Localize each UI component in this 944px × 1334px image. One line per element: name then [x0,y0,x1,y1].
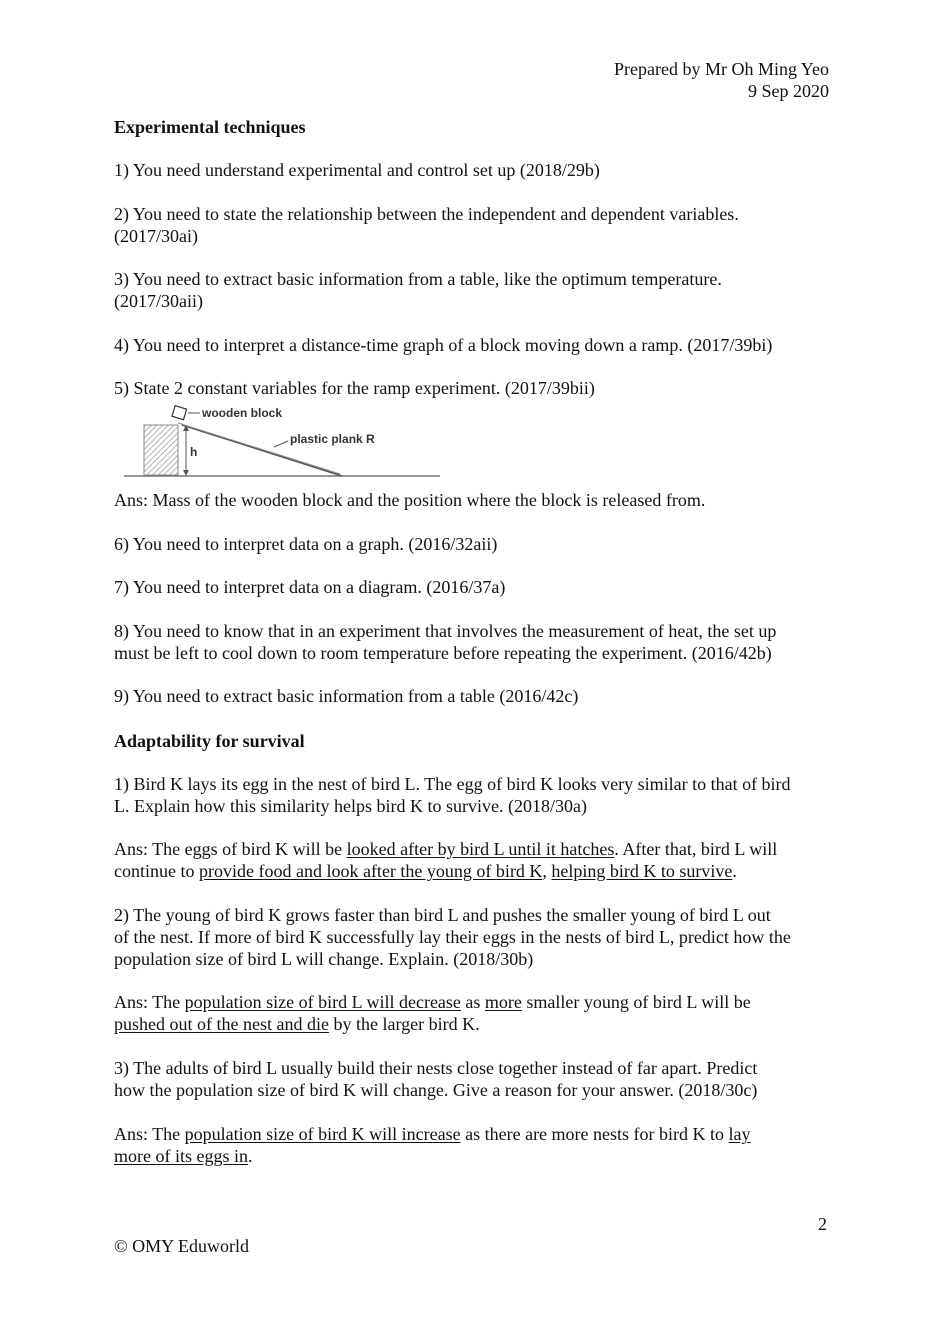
support-block [144,425,178,475]
question-2-cont2: population size of bird L will change. Explain. (2018/30b) [114,949,534,969]
question-3-cont: how the population size of bird K will change. Give a reason for your answer. (2018/30c) [114,1080,758,1100]
item-3-ref: (2017/30aii) [114,291,203,311]
ramp-diagram [122,403,442,481]
question-2-cont: of the nest. If more of bird K successfully lay their eggs in the nests of bird L, predict how the [114,927,791,947]
question-3: 3) The adults of bird L usually build their nests close together instead of far apart. Predict [114,1058,758,1078]
section-heading-adaptability: Adaptability for survival [114,731,305,751]
answer-1-line-2: continue to provide food and look after the young of bird K, helping bird K to survive. [114,861,737,881]
item-4: 4) You need to interpret a distance-time graph of a block moving down a ramp. (2017/39bi) [114,335,773,355]
answer-3-line-2: more of its eggs in. [114,1146,253,1166]
question-2: 2) The young of bird K grows faster than bird L and pushes the smaller young of bird L out [114,905,771,925]
section-heading-experimental: Experimental techniques [114,117,306,137]
page-number: 2 [818,1214,827,1234]
answer-3-key-phrase: population size of bird K will increase [184,1124,461,1144]
answer-2-line-1: Ans: The population size of bird L will decrease as more smaller young of bird L will be [114,992,751,1012]
label-plastic-plank: plastic plank R [290,432,375,446]
label-height: h [190,445,198,459]
item-1: 1) You need understand experimental and control set up (2018/29b) [114,160,600,180]
item-5: 5) State 2 constant variables for the ramp experiment. (2017/39bii) [114,378,595,398]
wooden-block-shape [172,406,187,420]
item-9: 9) You need to extract basic information from a table (2016/42c) [114,686,579,706]
item-7: 7) You need to interpret data on a diagram. (2016/37a) [114,577,506,597]
author-line: Prepared by Mr Oh Ming Yeo [614,59,829,79]
item-2-ref: (2017/30ai) [114,226,198,246]
item-8: 8) You need to know that in an experiment that involves the measurement of heat, the set up [114,621,777,641]
date-line: 9 Sep 2020 [748,81,829,101]
copyright-footer: © OMY Eduworld [114,1236,249,1256]
item-8-cont: must be left to cool down to room temperature before repeating the experiment. (2016/42b) [114,643,772,663]
answer-1-key-phrase: provide food and look after the young of bird K [198,861,543,881]
item-6: 6) You need to interpret data on a graph. (2016/32aii) [114,534,498,554]
label-wooden-block: wooden block [202,406,283,420]
answer-1-key-phrase: looked after by bird L until it hatches [346,839,615,859]
question-1-cont: L. Explain how this similarity helps bird K to survive. (2018/30a) [114,796,587,816]
answer-1-key-phrase: helping bird K to survive [551,861,733,881]
answer-2-line-2: pushed out of the nest and die by the larger bird K. [114,1014,480,1034]
item-3: 3) You need to extract basic information from a table, like the optimum temperature. [114,269,722,289]
answer-2-key-phrase: pushed out of the nest and die [114,1014,329,1034]
answer-3-line-1: Ans: The population size of bird K will increase as there are more nests for bird K to lay [114,1124,751,1144]
question-1: 1) Bird K lays its egg in the nest of bird L. The egg of bird K looks very similar to that of bird [114,774,791,794]
item-2: 2) You need to state the relationship between the independent and dependent variables. [114,204,739,224]
answer-1-line-1: Ans: The eggs of bird K will be looked after by bird L until it hatches. After that, bird L will [114,839,778,859]
answer-5: Ans: Mass of the wooden block and the position where the block is released from. [114,490,706,510]
answer-3-key-phrase: lay [728,1124,751,1144]
answer-2-key-phrase: more [484,992,522,1012]
answer-2-key-phrase: population size of bird L will decrease [184,992,461,1012]
answer-3-key-phrase: more of its eggs in [114,1146,248,1166]
